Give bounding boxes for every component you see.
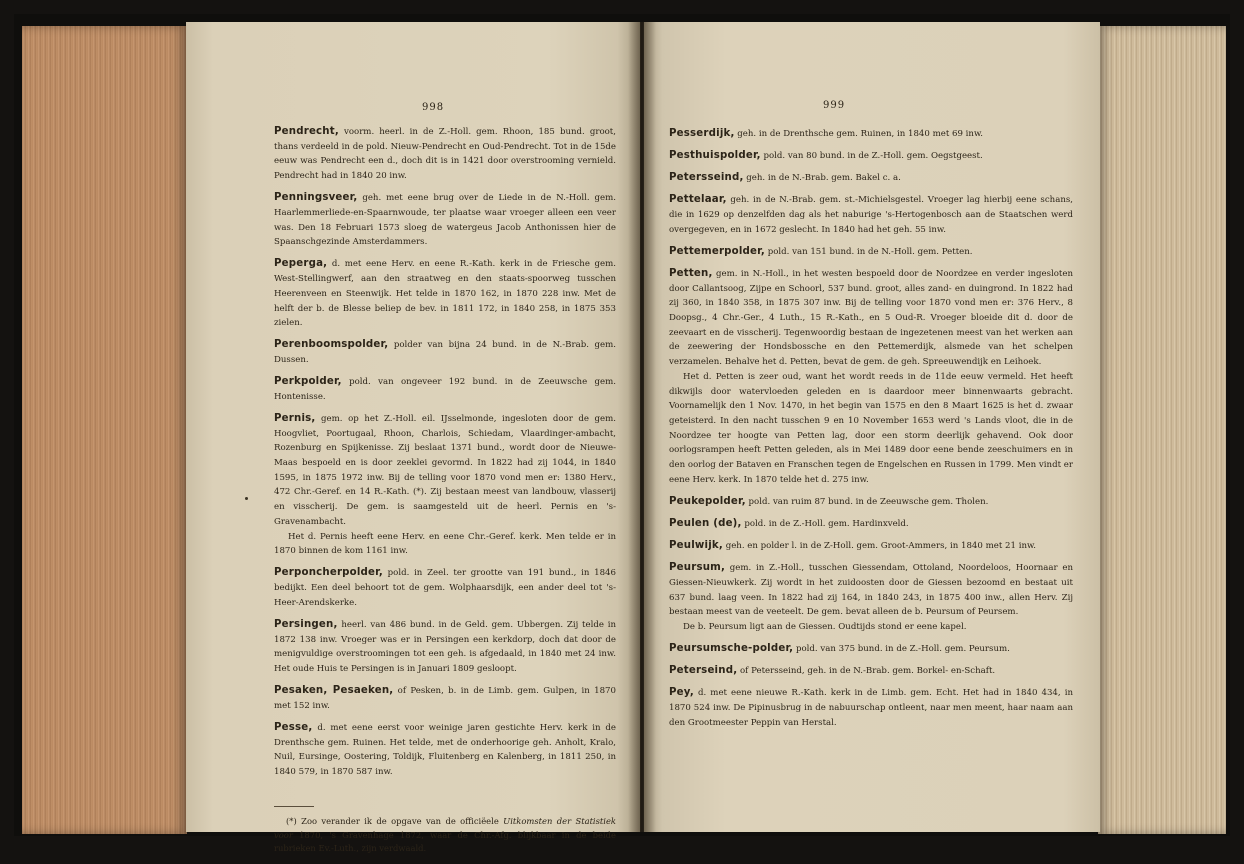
entry-headword: Peukepolder, [669, 495, 746, 507]
entry-continuation [669, 620, 1073, 635]
entry-text: pold. van ongeveer 192 bund. in de Zeeuwsche gem. Hontenisse. [274, 377, 616, 402]
dictionary-entry [274, 125, 616, 184]
footnote-text: 1870, 's Gravenhage 1872, waar de Chr.-Afg. blijkbaar in de beide rubrieken Ev.-Luth., zijn verdwaald. [274, 829, 616, 854]
entry-text: Het d. Petten is zeer oud, want het wordt reeds in de 11de eeuw vermeld. Het heeft dikwijls door watervloeden geleden en is daardoor meer binnenwaarts gebracht. Voornamelijk den 1 Nov. 1470, in het begin van 1575 en den 8 Maart 1625 is het d. zwaar geteisterd. In den nacht tusschen 9 en 10 November 1653 werd 's Lands vloot, die in de Noordzee ter hoogte van Petten lag, door een storm deerlijk gehavend. Ook door oorlogsrampen heeft Petten geleden, als in Mei 1489 door eene bende zeeschuimers en in den oorlog der Bataven en Franschen tegen de Engelschen en Russen in 1799. Men vindt er eene Herv. kerk. In 1870 telde het d. 275 inw. [669, 371, 1073, 485]
entry-continuation [274, 530, 616, 559]
entry-text: geh. in de Drenthsche gem. Ruinen, in 1840 met 69 inw. [734, 129, 984, 139]
page-number: 999 [823, 100, 846, 111]
entry-text: pold. van 80 bund. in de Z.-Holl. gem. Oegstgeest. [760, 151, 983, 162]
dictionary-entry [274, 721, 616, 780]
entry-text: gem. op het Z.-Holl. eil. IJsselmonde, ingesloten door de gem. Hoogvliet, Poortugaal, Rhoon, Charlois, Schiedam, Vlaardinger-ambacht, Rozenburg en Spijkenisse. Zij beslaat 1371 bund., wordt door de Nieuwe-Maas bespoeld en is door zeeklei gevormd. In 1822 had zij 1044, in 1840 1595, in 1875 1972 inw. Bij de telling voor 1870 vond men er: 1380 Herv., 472 Chr.-Geref. en 14 R.-Kath. (*). Zij bestaan meest van landbouw, vlasserij en visscherij. De gem. is saamgesteld uit de heerl. Pernis en 's-Gravenambacht. [274, 413, 616, 527]
book-gutter [628, 22, 656, 832]
dictionary-entry [669, 561, 1073, 620]
entry-text: geh. en polder l. in de Z-Holl. gem. Groot-Ammers, in 1840 met 21 inw. [722, 541, 1037, 551]
entry-text: d. met eene Herv. en eene R.-Kath. kerk in de Friesche gem. West-Stellingwerf, aan den straatweg en den staats-spoorweg tusschen Heerenveen en Steenwijk. Het telde in 1870 162, in 1870 228 inw. Met de helft der b. de Blesse beliep de bev. in 1811 172, in 1840 258, in 1875 353 zielen. [274, 259, 616, 329]
entry-headword: Pettelaar, [669, 194, 727, 206]
entry-continuation [669, 370, 1073, 488]
dictionary-entry [274, 566, 616, 610]
entry-headword: Perenboomspolder, [274, 339, 389, 351]
entry-headword: Persingen, [274, 618, 338, 630]
entry-text: pold. in Zeel. ter grootte van 191 bund., in 1846 bedijkt. Een deel behoort tot de gem. Wolphaarsdijk, een ander deel tot 's-Heer-Arendskerke. [274, 568, 616, 608]
dictionary-entry [669, 193, 1073, 237]
footnote-title: Uitkomsten der Statistiek voor [274, 816, 616, 840]
page-number: 998 [422, 102, 445, 113]
entry-text: heerl. van 486 bund. in de Geld. gem. Ubbergen. Zij telde in 1872 138 inw. Vroeger was er in Persingen een kerkdorp, doch dat door de menigvuldige overstroomingen tot een geh. is afgedaald, in 1840 met 24 inw. Het oude Huis te Persingen is in Januari 1809 gesloopt. [274, 619, 616, 674]
dictionary-entry [669, 127, 1073, 142]
entry-headword: Peulen (de), [669, 517, 742, 529]
footnote-rule [274, 806, 314, 807]
page-stack-right [1098, 26, 1226, 834]
entry-headword: Peterseind, [669, 665, 738, 677]
dictionary-entry [274, 412, 616, 530]
dictionary-entry [274, 191, 616, 250]
entry-headword: Pesaken, Pesaeken, [274, 685, 394, 697]
entry-headword: Peursumsche-polder, [669, 643, 794, 654]
entry-headword: Pey, [669, 687, 694, 699]
entry-text: pold. van 375 bund. in de Z.-Holl. gem. Peursum. [793, 644, 1010, 654]
entry-text: d. met eene nieuwe R.-Kath. kerk in de Limb. gem. Echt. Het had in 1840 434, in 1870 524 inw. De Pipinusbrug in de nabuurschap ontleent, naar men meent, haar naam aan den Grootmeester Peppin van Herstal. [669, 688, 1073, 728]
entry-headword: Perkpolder, [274, 376, 342, 388]
entry-headword: Pettemerpolder, [669, 245, 765, 257]
entry-text: gem. in Z.-Holl., tusschen Giessendam, Ottoland, Noordeloos, Hoornaar en Giessen-Nieuwkerk. Zij wordt in het zuidoosten door de Giessen bezoomd en bestaat uit 637 bund. laag veen. In 1822 had zij 164, in 1840 243, in 1875 400 inw., allen Herv. Zij bestaan meest van de veeteelt. De gem. bevat alleen de b. Peursum of Peursem. [669, 563, 1073, 618]
entry-text: pold. van ruim 87 bund. in de Zeeuwsche gem. Tholen. [745, 496, 989, 507]
entry-headword: Pesse, [274, 721, 313, 733]
entry-headword: Peursum, [669, 562, 726, 574]
dictionary-entry [669, 267, 1073, 370]
left-page [186, 22, 640, 854]
text-column [669, 127, 1073, 738]
entry-text: Het d. Pernis heeft eene Herv. en eene Chr.-Geref. kerk. Men telde er in 1870 binnen de kom 1161 inw. [274, 531, 616, 557]
dictionary-entry [274, 375, 616, 404]
dictionary-entry [274, 338, 616, 367]
footnote [274, 815, 616, 856]
entry-text: d. met eene eerst voor weinige jaren gestichte Herv. kerk in de Drenthsche gem. Ruinen. Het telde, met de onderhoorige geh. Anholt, Kralo, Nuil, Eursinge, Oostering, Toldijk, Fluitenberg en Kalenberg, in 1811 250, in 1840 579, in 1870 587 inw. [274, 722, 616, 777]
text-column [274, 125, 616, 864]
dictionary-entry [274, 684, 616, 713]
entry-headword: Pesthuispolder, [669, 150, 761, 162]
dictionary-entry [669, 495, 1073, 510]
ink-mark [245, 497, 248, 500]
entry-text: De b. Peursum ligt aan de Giessen. Oudtijds stond er eene kapel. [683, 621, 967, 632]
entry-headword: Peperga, [274, 258, 328, 270]
entry-headword: Petersseind, [669, 172, 744, 184]
entry-headword: Perponcherpolder, [274, 567, 383, 579]
entry-text: of Pesken, b. in de Limb. gem. Gulpen, in 1870 met 152 inw. [274, 686, 616, 711]
footnote-text: (*) Zoo verander ik de opgave van de officiëele [286, 816, 504, 827]
entry-text: pold. in de Z.-Holl. gem. Hardinxveld. [741, 518, 909, 529]
dictionary-entry [669, 686, 1073, 730]
entry-text: geh. in de N.-Brab. gem. st.-Michielsgestel. Vroeger lag hierbij eene schans, die in 1629 op denzelfden dag als het naburige 's-Hertogenbosch aan de Staatschen werd overgegeven, en in 1672 geslecht. In 1840 had het geh. 55 inw. [669, 195, 1073, 235]
dictionary-entry [669, 149, 1073, 164]
entry-headword: Pendrecht, [274, 126, 339, 137]
right-page [644, 22, 1100, 832]
entry-headword: Pesserdijk, [669, 128, 735, 139]
dictionary-entry [274, 257, 616, 331]
entry-text: geh. in de N.-Brab. gem. Bakel c. a. [743, 173, 901, 184]
entry-text: polder van bijna 24 bund. in de N.-Brab. gem. Dussen. [274, 340, 616, 366]
entry-text: voorm. heerl. in de Z.-Holl. gem. Rhoon, 185 bund. groot, thans verdeeld in de pold. Nieuw-Pendrecht en Oud-Pendrecht. Tot in de 15de eeuw was Pendrecht een d., doch dit is in 1421 door overstrooming vernield. Pendrecht had in 1840 20 inw. [274, 127, 616, 182]
dictionary-entry [669, 642, 1073, 657]
entry-text: geh. met eene brug over de Liede in de N.-Holl. gem. Haarlemmerliede-en-Spaarnwoude, ter plaatse waar vroeger alleen een veer was. Den 18 Februari 1573 sloeg de watergeus Jacob Anthonissen hier de Spaanschgezinde Amsterdammers. [274, 193, 616, 248]
dictionary-entry [274, 618, 616, 677]
dictionary-entry [669, 539, 1073, 554]
dictionary-entry [669, 171, 1073, 186]
dictionary-entry [669, 517, 1073, 532]
entry-headword: Pernis, [274, 412, 316, 424]
entry-headword: Penningsveer, [274, 192, 358, 204]
entry-text: pold. van 151 bund. in de N.-Holl. gem. Petten. [764, 246, 973, 257]
entry-text: gem. in N.-Holl., in het westen bespoeld door de Noordzee en verder ingesloten door Callantsoog, Zijpe en Schoorl, 537 bund. groot, alles zand- en duingrond. In 1822 had zij 360, in 1840 358, in 1875 307 inw. Bij de telling voor 1870 vond men er: 376 Herv., 8 Doopsg., 4 Chr.-Ger., 4 Luth., 15 R.-Kath., en 5 Oud-R. Vroeger bloeide dit d. door de zeevaart en de visscherij. Tegenwoordig bestaan de ingezetenen meest van het werken aan de zeewering der Hondsbossche en den Pettemerdijk, alsmede van het schelpen verzamelen. Behalve het d. Petten, bevat de gem. de geh. Spreeuwendijk en Leihoek. [669, 268, 1073, 368]
entry-text: of Petersseind, geh. in de N.-Brab. gem. Borkel- en-Schaft. [737, 666, 996, 677]
dictionary-entry [669, 664, 1073, 679]
entry-headword: Petten, [669, 267, 713, 279]
entry-headword: Peulwijk, [669, 540, 723, 551]
page-stack-left [22, 26, 187, 834]
dictionary-entry [669, 245, 1073, 260]
